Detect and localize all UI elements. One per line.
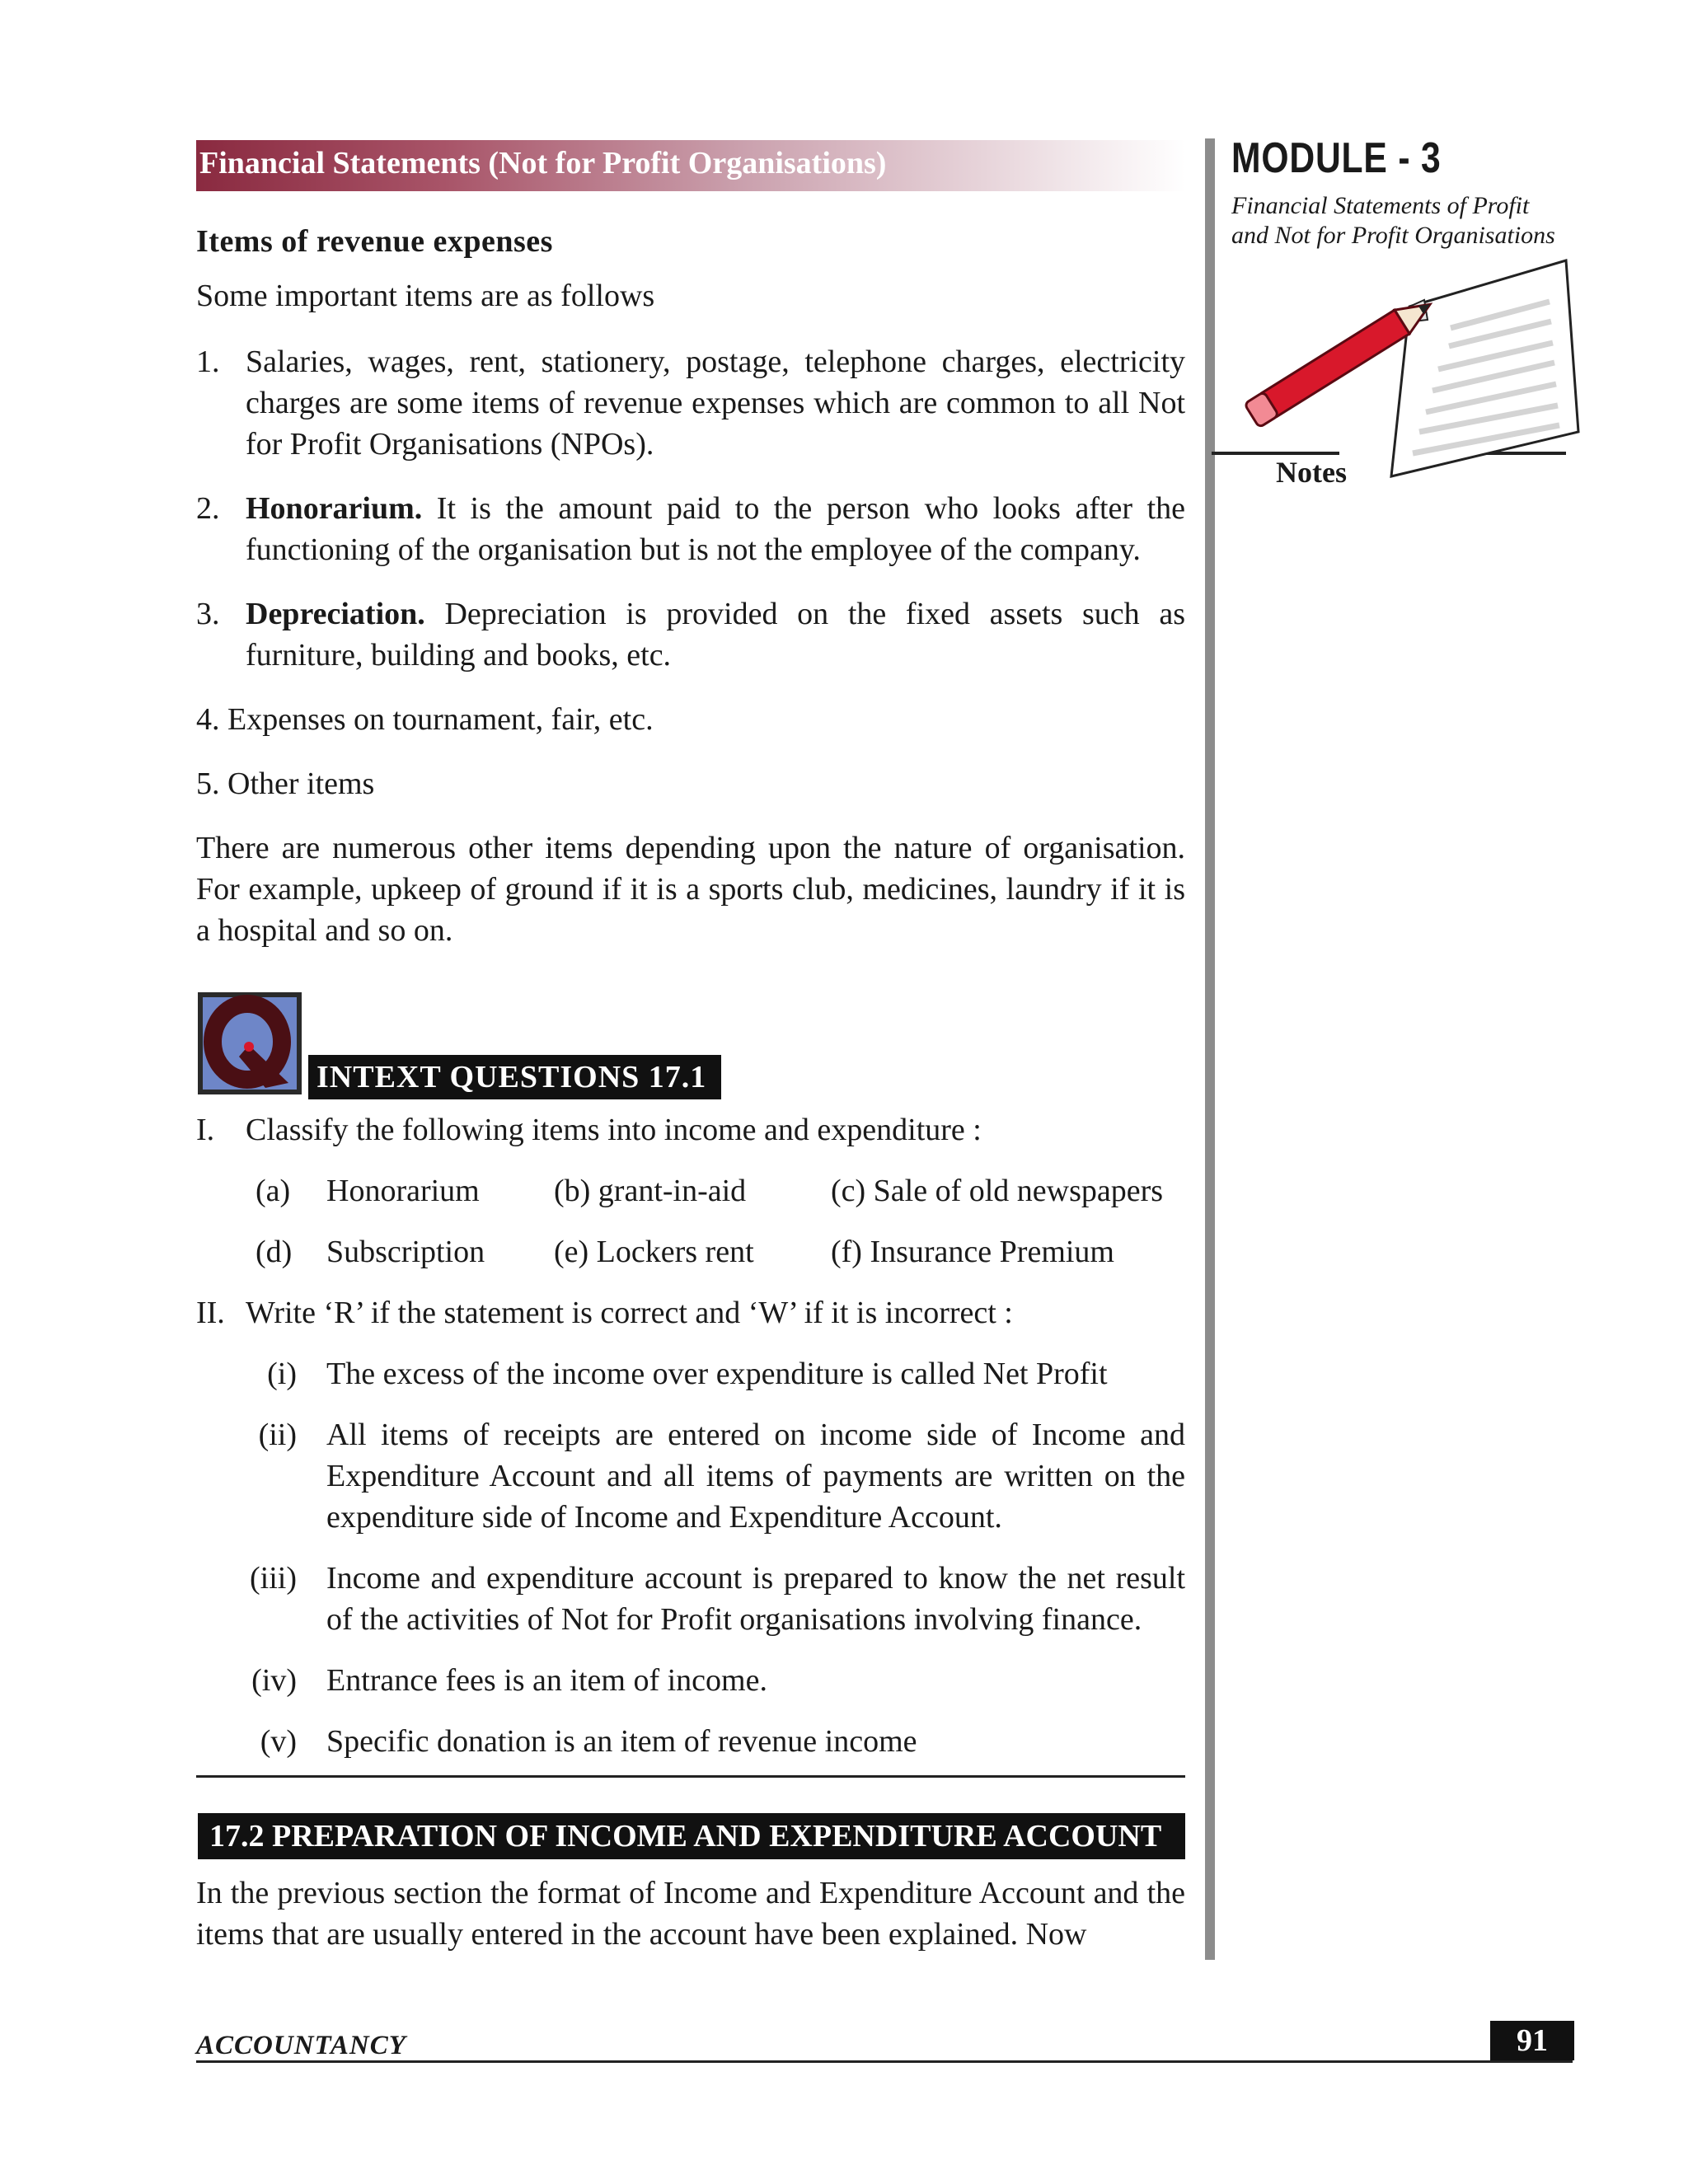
list-item	[246, 593, 1185, 676]
section-divider	[196, 1775, 1185, 1778]
section-heading-bar	[198, 1813, 1185, 1859]
list-item-text: Depreciation is provided on the fixed assets such as furniture, building and books, etc.	[246, 597, 1185, 673]
option-text: (c) Sale of old newspapers	[831, 1174, 1164, 1208]
list-item: 4. Expenses on tournament, fair, etc.	[196, 702, 654, 737]
statement-text: The excess of the income over expenditure is called Net Profit	[326, 1357, 1108, 1391]
statement-text: All items of receipts are entered on income side of Income and Expenditure Account and all items of payments are written on the expenditure side of Income and Expenditure Account.	[326, 1418, 1185, 1535]
question-q-icon	[196, 991, 303, 1096]
statement-text: Income and expenditure account is prepared to know the net result of the activities of Not for Profit organisations involving finance.	[326, 1561, 1185, 1637]
list-item: 5. Other items	[196, 766, 375, 801]
statement-text: Entrance fees is an item of income.	[326, 1663, 767, 1698]
section-heading: 17.2 PREPARATION OF INCOME AND EXPENDITURE ACCOUNT	[209, 1819, 1162, 1854]
statement-number: (ii)	[258, 1418, 297, 1452]
body-paragraph: There are numerous other items depending upon the nature of organisation. For example, upkeep of ground if it is a sports club, medicines, laundry if it is a hospital and so on.	[196, 831, 1185, 948]
list-item-text: Salaries, wages, rent, stationery, postage, telephone charges, electricity charges are some items of revenue expenses which are common to all Not for Profit Organisations (NPOs).	[246, 344, 1185, 462]
list-item-text: It is the amount paid to the person who looks after the functioning of the organisation but is not the employee of the company.	[246, 491, 1185, 567]
chapter-header-bar	[196, 140, 1185, 191]
option-text: (f) Insurance Premium	[831, 1235, 1114, 1269]
statement-number: (iii)	[250, 1561, 297, 1596]
module-subtitle	[1231, 191, 1594, 251]
statement-number: (iv)	[251, 1663, 297, 1698]
section-heading: Items of revenue expenses	[196, 224, 553, 259]
notepad-with-pencil-icon	[1212, 255, 1582, 486]
option-letter: (d)	[256, 1235, 293, 1269]
option-text: (b) grant-in-aid	[554, 1174, 747, 1208]
list-item	[246, 488, 1185, 570]
option-letter: (a)	[256, 1174, 291, 1208]
question-number: II.	[196, 1296, 225, 1330]
question-number: I.	[196, 1113, 215, 1147]
question-text: Classify the following items into income and expenditure :	[246, 1113, 982, 1147]
module-subtitle-line1: Financial Statements of Profit	[1231, 192, 1530, 219]
list-item-number: 3.	[196, 597, 220, 631]
list-item-term: Honorarium.	[246, 491, 423, 526]
list-item-term: Depreciation.	[246, 597, 425, 631]
option-text: Subscription	[326, 1235, 485, 1269]
chapter-title: Financial Statements (Not for Profit Organisations)	[199, 146, 887, 180]
notes-label: Notes	[1276, 456, 1347, 489]
option-text: Honorarium	[326, 1174, 480, 1208]
statement-text: Specific donation is an item of revenue income	[326, 1724, 917, 1759]
option-text: (e) Lockers rent	[554, 1235, 754, 1269]
body-paragraph: In the previous section the format of Income and Expenditure Account and the items that are usually entered in the account have been explained. Now	[196, 1876, 1185, 1952]
page-number: 91	[1490, 2021, 1574, 2060]
list-item-number: 2.	[196, 491, 220, 526]
statement-number: (v)	[260, 1724, 297, 1759]
intro-text: Some important items are as follows	[196, 279, 655, 313]
list-item-number: 1.	[196, 344, 220, 379]
footer-subject: ACCOUNTANCY	[196, 2031, 406, 2060]
question-text: Write ‘R’ if the statement is correct and ‘W’ if it is incorrect :	[246, 1296, 1013, 1330]
module-title: MODULE - 3	[1231, 134, 1442, 182]
statement-number: (i)	[267, 1357, 297, 1391]
intext-questions-label: INTEXT QUESTIONS 17.1	[308, 1055, 721, 1099]
footer-rule	[196, 2060, 1573, 2063]
module-subtitle-line2: and Not for Profit Organisations	[1231, 222, 1555, 249]
list-item	[246, 341, 1185, 465]
